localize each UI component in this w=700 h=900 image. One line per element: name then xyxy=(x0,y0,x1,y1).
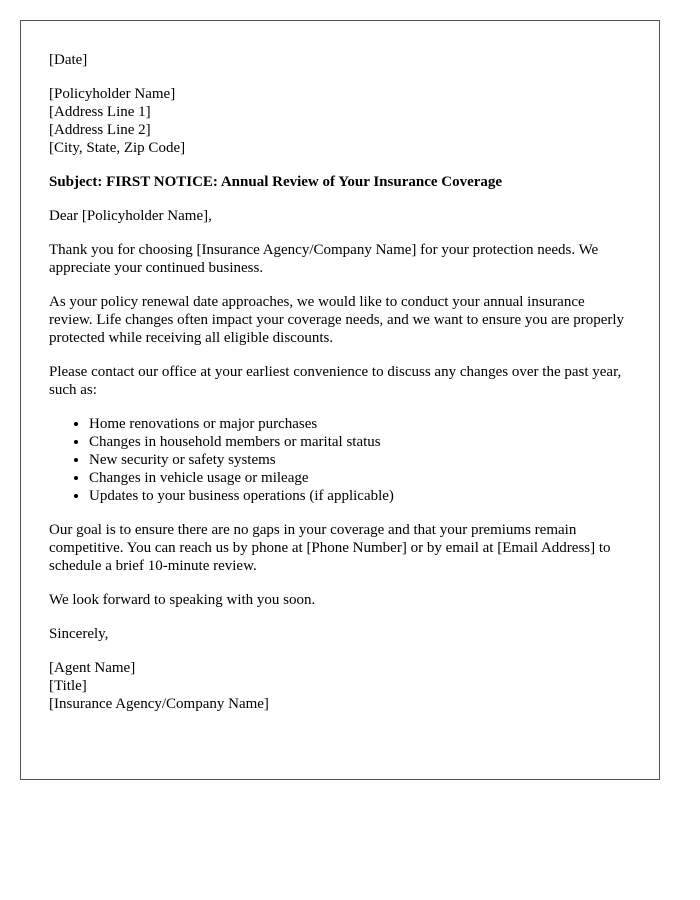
recipient-address-line-2: [Address Line 2] xyxy=(49,122,151,138)
letter-subject: Subject: FIRST NOTICE: Annual Review of Your Insurance Coverage xyxy=(49,174,503,190)
body-paragraph-thanks: Thank you for choosing [Insurance Agency/Company Name] for your protection needs. We appreciate your continued business. xyxy=(49,242,599,276)
changes-list xyxy=(49,415,631,505)
list-item: • Updates to your business operations (if applicable) xyxy=(89,487,631,505)
signature-block xyxy=(49,659,631,713)
body-paragraph-contact: Please contact our office at your earliest convenience to discuss any changes over the past year, such as: xyxy=(49,364,622,398)
letter-closing: Sincerely, xyxy=(49,626,109,642)
letter-salutation: Dear [Policyholder Name], xyxy=(49,208,212,224)
letter-date: [Date] xyxy=(49,52,88,68)
letter-page xyxy=(20,20,660,780)
recipient-name: [Policyholder Name] xyxy=(49,86,176,102)
recipient-city-state-zip: [City, State, Zip Code] xyxy=(49,140,186,156)
signature-company: [Insurance Agency/Company Name] xyxy=(49,696,269,712)
list-item: • Changes in vehicle usage or mileage xyxy=(89,469,631,487)
signature-agent-name: [Agent Name] xyxy=(49,660,136,676)
signature-title: [Title] xyxy=(49,678,87,694)
list-item: • Changes in household members or marital status xyxy=(89,433,631,451)
body-paragraph-closing-remark: We look forward to speaking with you soon. xyxy=(49,592,316,608)
list-item: • Home renovations or major purchases xyxy=(89,415,631,433)
recipient-address xyxy=(49,85,631,157)
body-paragraph-review: As your policy renewal date approaches, we would like to conduct your annual insurance review. Life changes often impact your coverage needs, and we want to ensure you are properly protected while receiving all eligible discounts. xyxy=(49,294,625,346)
list-item: • New security or safety systems xyxy=(89,451,631,469)
recipient-address-line-1: [Address Line 1] xyxy=(49,104,151,120)
body-paragraph-goal: Our goal is to ensure there are no gaps in your coverage and that your premiums remain competitive. You can reach us by phone at [Phone Number] or by email at [Email Address] to schedule a brief 10-minute review. xyxy=(49,522,611,574)
